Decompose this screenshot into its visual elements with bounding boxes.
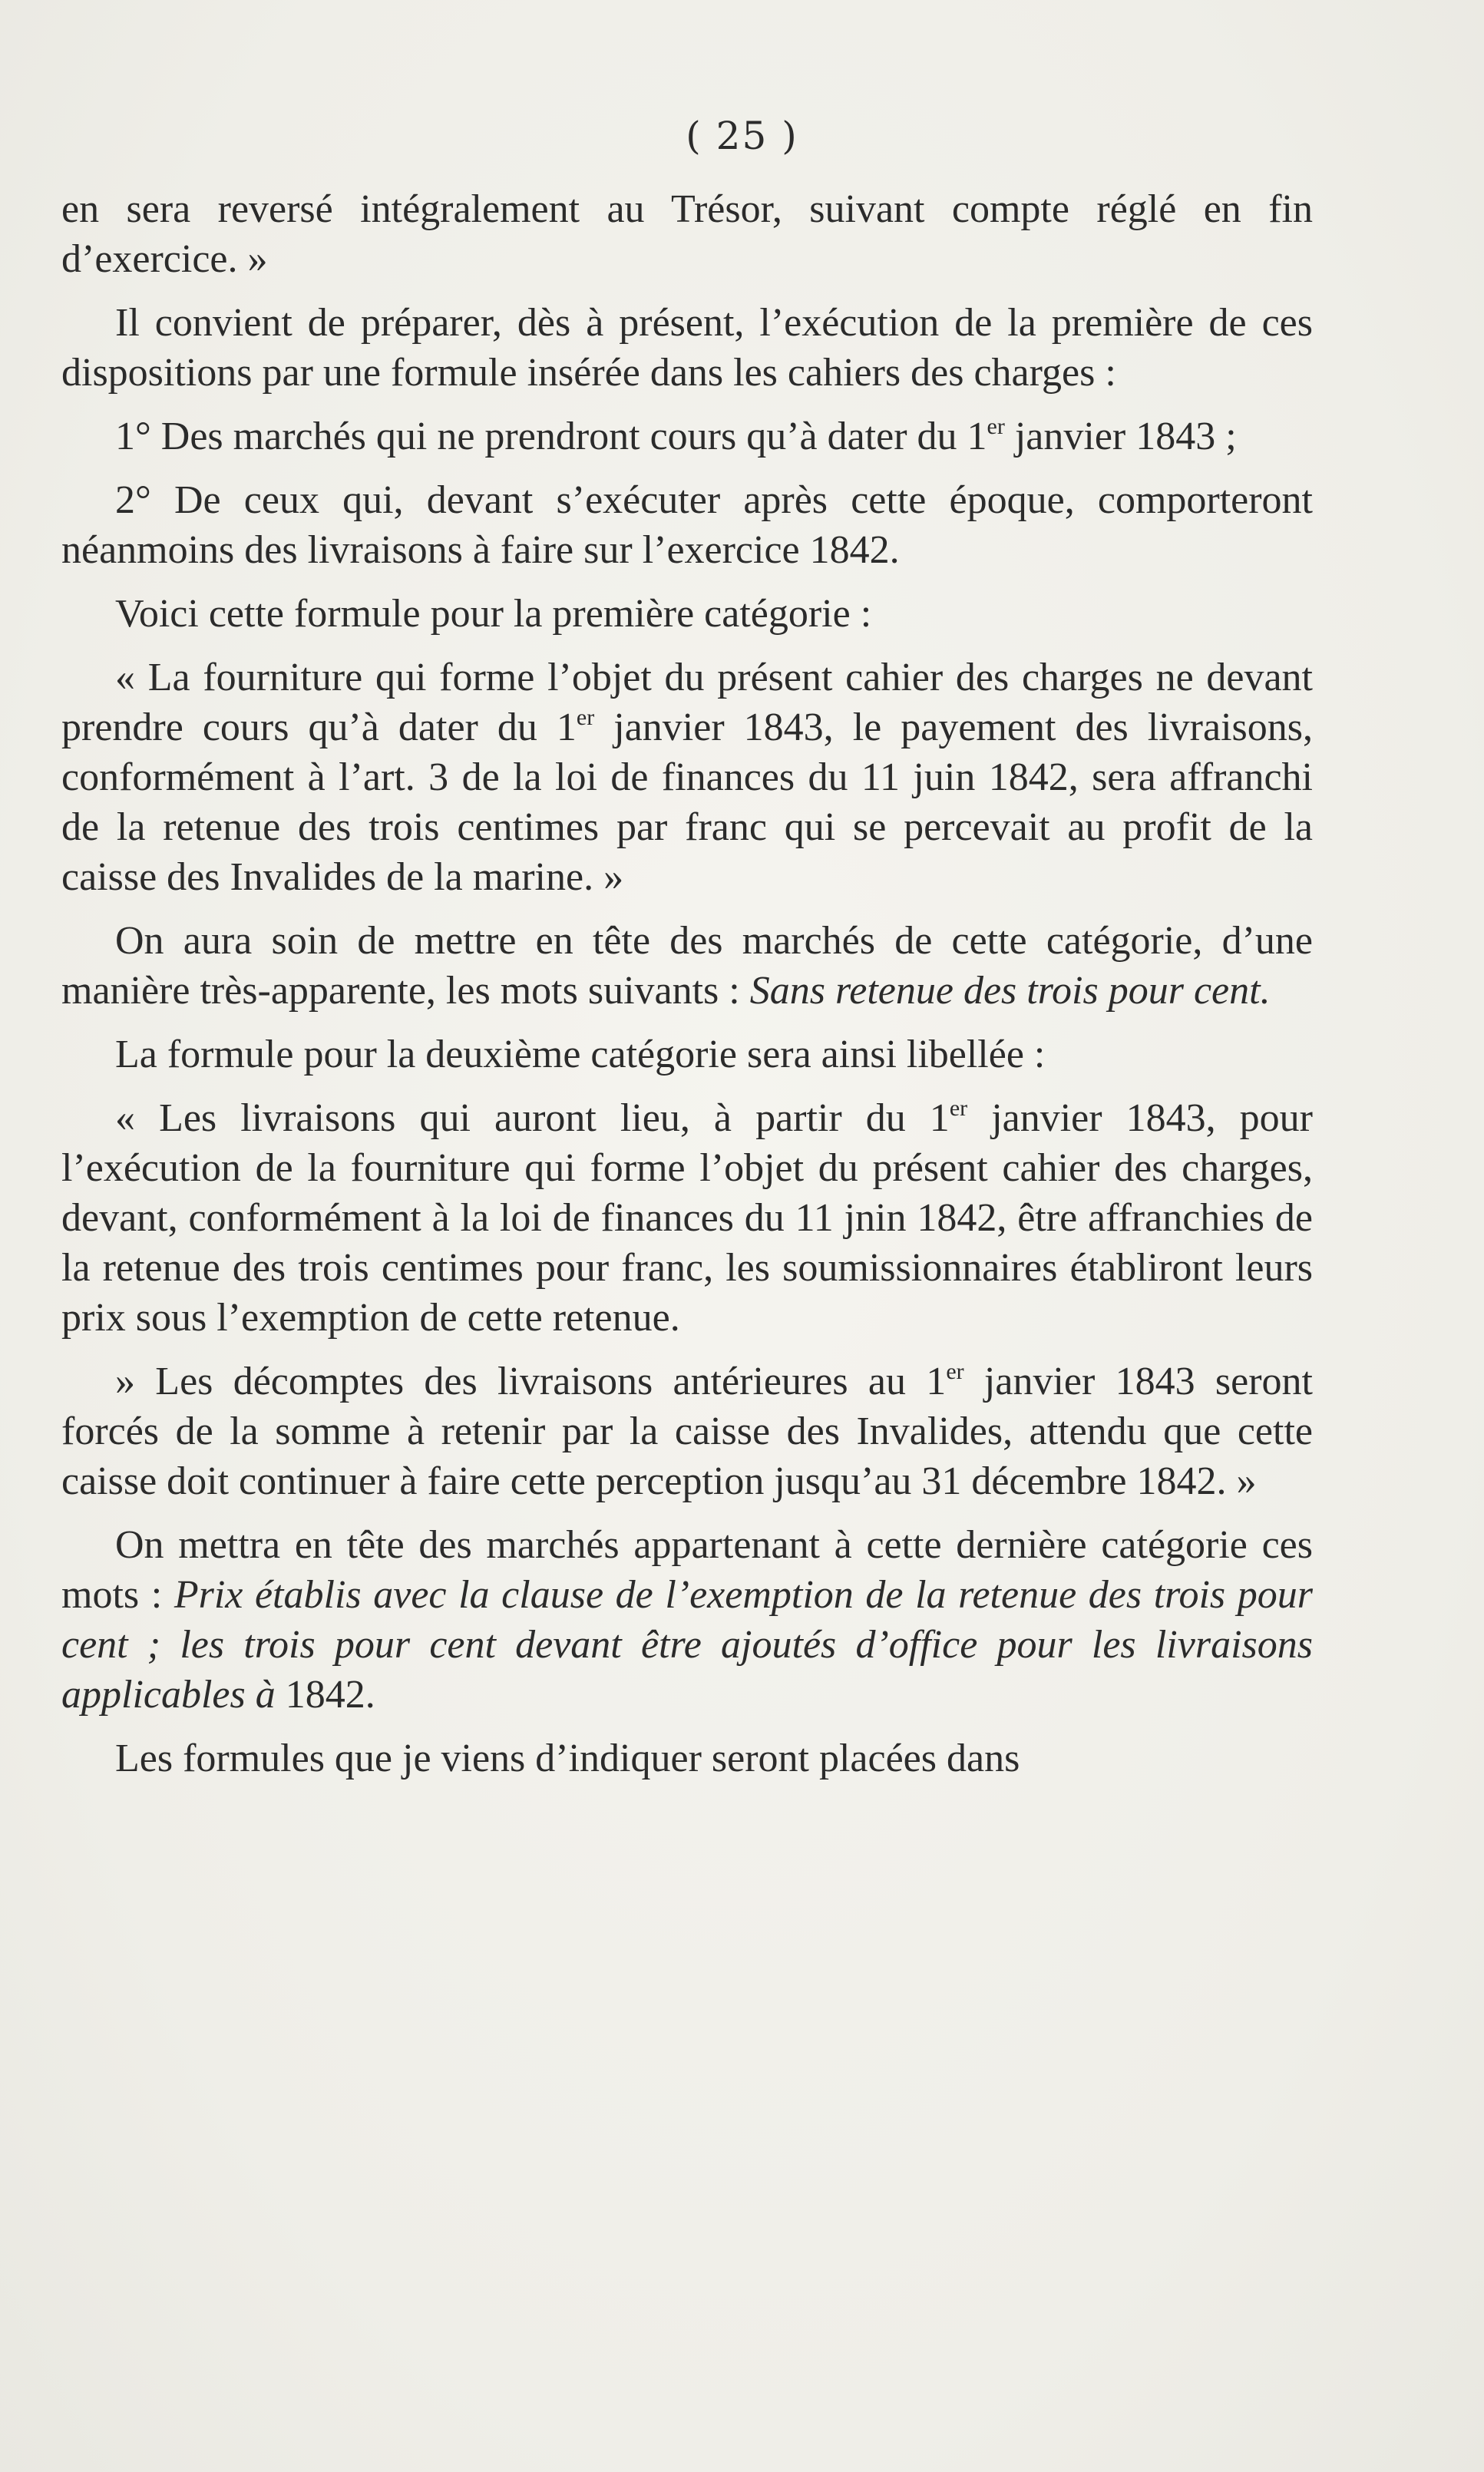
paragraph-3 [61,411,1313,461]
paragraph-12: Les formules que je viens d’indiquer seront placées dans [115,1737,1020,1780]
paragraph-10 [61,1357,1313,1506]
ordinal-superscript: er [946,1359,964,1384]
paragraph-11-text-a: On mettra en tête des marchés appartenant à cette dernière catégorie ces mots : [61,1523,1313,1617]
body-text [61,184,1313,1797]
paragraph-3-text-a: 1° Des marchés qui ne prendront cours qu’à dater du 1 [115,415,987,458]
paragraph-3-text-b: janvier 1843 ; [1004,415,1237,458]
paragraph-7 [61,916,1313,1016]
page-number: ( 25 ) [686,114,798,158]
paragraph-10-text-b: janvier 1843 seront forcés de la somme à retenir par la caisse des Invalides, attendu que cette caisse doit continuer à faire cette perception jusqu’au 31 décembre 1842. » [61,1360,1313,1503]
paragraph-6 [61,653,1313,902]
paragraph-11-italic: Prix établis avec la clause de l’exemption de la retenue des trois pour cent ; les trois pour cent devant être ajoutés d’office pour les livraisons applicables à [61,1573,1314,1717]
paragraph-6-text-b: janvier 1843, le payement des livraisons, conformément à l’art. 3 de la loi de finances du 11 juin 1842, sera affranchi de la retenue des trois centimes par franc qui se percevait au profit de la caisse des Invalides de la marine. » [61,706,1313,899]
ordinal-superscript: er [949,1096,968,1121]
paragraph-11 [61,1520,1313,1720]
paragraph-2: Il convient de préparer, dès à présent, l’exécution de la première de ces dispositions par une formule insérée dans les cahiers des charges : [61,301,1313,395]
paragraph-6-text-a: « La fourniture qui forme l’objet du présent cahier des charges ne devant prendre cours qu’à dater du 1 [61,656,1313,749]
ordinal-superscript: er [987,414,1005,439]
paragraph-5: Voici cette formule pour la première catégorie : [115,592,872,636]
ordinal-superscript: er [576,705,595,730]
paragraph-9 [61,1093,1313,1343]
paragraph-10-text-a: » Les décomptes des livraisons antérieures au 1 [115,1360,947,1403]
paragraph-7-italic: Sans retenue des trois pour cent. [749,969,1271,1013]
paragraph-9-text-a: « Les livraisons qui auront lieu, à partir du 1 [115,1096,950,1140]
paragraph-11-text-b: 1842. [275,1673,375,1717]
paragraph-8: La formule pour la deuxième catégorie sera ainsi libellée : [115,1033,1046,1076]
paragraph-1: en sera reversé intégralement au Trésor, suivant compte réglé en fin d’exercice. » [61,187,1313,281]
paragraph-7-text-a: On aura soin de mettre en tête des marchés de cette catégorie, d’une manière très-apparente, les mots suivants : [61,919,1313,1013]
paragraph-9-text-b: janvier 1843, pour l’exécution de la fourniture qui forme l’objet du présent cahier des charges, devant, conformément à la loi de finances du 11 jnin 1842, être affranchies de la retenue des trois centimes pour franc, les soumissionnaires établiront leurs prix sous l’exemption de cette retenue. [61,1096,1313,1340]
paragraph-4: 2° De ceux qui, devant s’exécuter après cette époque, comporteront néanmoins des livraisons à faire sur l’exercice 1842. [61,478,1313,572]
